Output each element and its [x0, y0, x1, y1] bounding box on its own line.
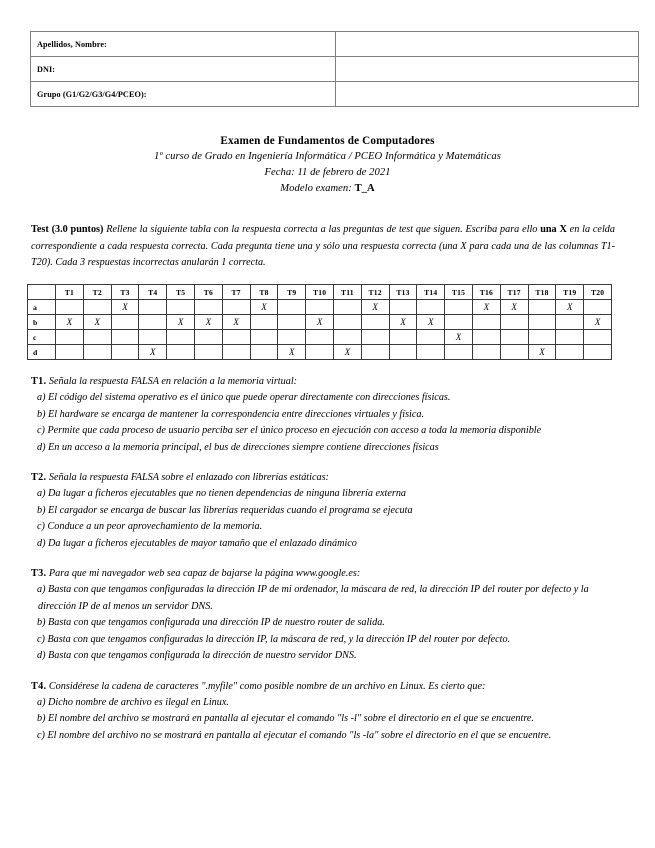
answer-cell-marked[interactable]: X — [83, 315, 111, 330]
answer-grid-row-label: c — [28, 330, 56, 345]
question-heading — [31, 679, 615, 695]
apellidos-nombre-field[interactable] — [336, 32, 639, 57]
answer-cell[interactable] — [333, 330, 361, 345]
questions-list — [31, 374, 615, 758]
answer-cell-marked[interactable]: X — [528, 345, 556, 360]
question-prompt: Considérese la cadena de caracteres ".myfile" como posible nombre de un archivo en Linux. Es cierto que: — [48, 680, 486, 692]
question-option[interactable]: c) Basta con que tengamos configuradas la dirección IP, la máscara de red, y la dirección IP del router por defecto. — [37, 633, 511, 645]
answer-grid-row-label: d — [28, 345, 56, 360]
answer-grid-column-header: T10 — [306, 285, 334, 300]
answer-cell[interactable] — [528, 315, 556, 330]
answer-cell[interactable] — [306, 345, 334, 360]
exam-model-label: Modelo examen: — [280, 183, 355, 194]
answer-cell[interactable] — [389, 300, 417, 315]
answer-cell-marked[interactable]: X — [500, 300, 528, 315]
answer-grid-row-label: a — [28, 300, 56, 315]
question-option[interactable]: d) Basta con que tengamos configurada la dirección de nuestro servidor DNS. — [37, 650, 357, 662]
question-number: T1. — [31, 376, 47, 387]
answer-grid-column-header: T17 — [500, 285, 528, 300]
question-option[interactable]: c) El nombre del archivo no se mostrará en pantalla al ejecutar el comando "ls -la" sobre el directorio en el que se encuentre. — [37, 729, 552, 741]
answer-cell[interactable] — [167, 300, 195, 315]
answer-cell[interactable] — [306, 300, 334, 315]
question-prompt: Señala la respuesta FALSA sobre el enlazado con librerías estáticas: — [48, 472, 329, 484]
answer-cell[interactable] — [56, 330, 84, 345]
answer-cell-marked[interactable]: X — [139, 345, 167, 360]
question-block — [31, 566, 615, 664]
answer-grid-body — [28, 300, 612, 360]
answer-cell[interactable] — [139, 315, 167, 330]
table-row — [31, 32, 639, 57]
answer-grid-column-header: T11 — [333, 285, 361, 300]
answer-cell[interactable] — [500, 315, 528, 330]
answer-grid-column-header: T2 — [83, 285, 111, 300]
answer-cell[interactable] — [500, 345, 528, 360]
question-option[interactable]: c) Conduce a un peor aprovechamiento de la memoria. — [37, 521, 263, 533]
question-heading — [31, 470, 615, 486]
answer-cell-marked[interactable]: X — [417, 315, 445, 330]
answer-cell[interactable] — [361, 315, 389, 330]
answer-grid-column-header: T13 — [389, 285, 417, 300]
student-info-table — [30, 31, 639, 107]
answer-cell[interactable] — [584, 330, 612, 345]
answer-grid-column-header: T6 — [194, 285, 222, 300]
answer-cell[interactable] — [306, 330, 334, 345]
exam-model-value: T_A — [354, 183, 375, 194]
answer-cell[interactable] — [56, 300, 84, 315]
answer-grid-row-label: b — [28, 315, 56, 330]
exam-model — [0, 181, 655, 197]
question-option[interactable]: a) Dicho nombre de archivo es ilegal en Linux. — [37, 696, 229, 708]
question-option[interactable]: d) En un acceso a la memoria principal, el bus de direcciones siempre contiene direcciones físicas — [37, 441, 439, 453]
answer-cell[interactable] — [83, 345, 111, 360]
answer-cell-marked[interactable]: X — [194, 315, 222, 330]
answer-cell-marked[interactable]: X — [333, 345, 361, 360]
table-row — [31, 82, 639, 107]
answer-grid[interactable] — [27, 284, 612, 360]
answer-grid-row — [28, 345, 612, 360]
question-block — [31, 374, 615, 456]
answer-cell[interactable] — [417, 330, 445, 345]
answer-cell[interactable] — [389, 345, 417, 360]
answer-grid-column-header: T12 — [361, 285, 389, 300]
answer-grid-column-header: T9 — [278, 285, 306, 300]
answer-grid-column-header: T3 — [111, 285, 139, 300]
answer-cell[interactable] — [556, 315, 584, 330]
exam-date: Fecha: 11 de febrero de 2021 — [264, 167, 391, 178]
answer-grid-column-header: T19 — [556, 285, 584, 300]
answer-cell[interactable] — [278, 300, 306, 315]
answer-cell[interactable] — [222, 345, 250, 360]
question-prompt: Señala la respuesta FALSA en relación a la memoria virtual: — [48, 376, 298, 387]
answer-grid-row — [28, 330, 612, 345]
answer-cell[interactable] — [472, 330, 500, 345]
answer-cell[interactable] — [584, 300, 612, 315]
answer-cell-marked[interactable]: X — [361, 300, 389, 315]
answer-cell[interactable] — [111, 345, 139, 360]
instructions-lead: Test (3.0 puntos) — [31, 224, 104, 235]
question-option[interactable]: a) Da lugar a ficheros ejecutables que no tienen dependencias de ninguna librería externa — [37, 488, 407, 500]
answer-cell[interactable] — [83, 330, 111, 345]
answer-cell[interactable] — [250, 315, 278, 330]
answer-cell[interactable] — [83, 300, 111, 315]
answer-cell[interactable] — [445, 315, 473, 330]
question-option[interactable]: d) Da lugar a ficheros ejecutables de mayor tamaño que el enlazado dinámico — [37, 537, 357, 549]
answer-cell-marked[interactable]: X — [167, 315, 195, 330]
answer-cell-marked[interactable]: X — [111, 300, 139, 315]
answer-grid-column-header: T4 — [139, 285, 167, 300]
answer-cell[interactable] — [556, 330, 584, 345]
answer-cell[interactable] — [472, 315, 500, 330]
answer-grid-row — [28, 300, 612, 315]
table-row — [31, 57, 639, 82]
question-block — [31, 470, 615, 552]
answer-grid-column-header: T20 — [584, 285, 612, 300]
exam-header — [0, 133, 655, 197]
answer-cell[interactable] — [194, 300, 222, 315]
answer-cell[interactable] — [222, 330, 250, 345]
answer-cell[interactable] — [472, 345, 500, 360]
instructions-text-2: en la celda correspondiente a cada respuesta correcta. Cada pregunta tiene una y sólo una respuesta correcta (una X para cada una de las columnas T1-T20). Cada 3 respuestas incorrectas anularán 1 correcta. — [31, 224, 615, 269]
answer-cell[interactable] — [139, 300, 167, 315]
answer-cell[interactable] — [111, 315, 139, 330]
answer-grid-column-header: T8 — [250, 285, 278, 300]
student-info-body — [31, 32, 639, 107]
question-option[interactable]: b) El nombre del archivo se mostrará en pantalla al ejecutar el comando "ls -l" sobre el directorio en el que se encuentre. — [37, 713, 534, 725]
question-heading — [31, 566, 615, 582]
question-option[interactable]: a) Basta con que tengamos configuradas la dirección IP de mi ordenador, la máscara de red, la dirección IP del router por defecto y la dirección IP de al menos un servidor DNS. — [37, 584, 589, 612]
answer-cell[interactable] — [361, 345, 389, 360]
dni-label: DNI: — [31, 57, 336, 82]
answer-cell[interactable] — [361, 330, 389, 345]
answer-cell[interactable] — [167, 330, 195, 345]
grupo-label: Grupo (G1/G2/G3/G4/PCEO): — [31, 82, 336, 107]
answer-cell[interactable] — [194, 330, 222, 345]
exam-course: 1º curso de Grado en Ingeniería Informática / PCEO Informática y Matemáticas — [154, 151, 501, 162]
question-number: T2. — [31, 472, 47, 484]
answer-cell-marked[interactable]: X — [306, 315, 334, 330]
answer-cell[interactable] — [528, 330, 556, 345]
question-option[interactable]: c) Permite que cada proceso de usuario perciba ser el único proceso en ejecución con acceso a toda la memoria disponible — [37, 425, 542, 437]
answer-grid-header-row — [28, 285, 612, 300]
answer-cell[interactable] — [445, 300, 473, 315]
answer-cell-marked[interactable]: X — [556, 300, 584, 315]
answer-cell[interactable] — [584, 345, 612, 360]
answer-cell[interactable] — [278, 315, 306, 330]
question-option[interactable]: b) Basta con que tengamos configurada una dirección IP de nuestro router de salida. — [37, 617, 385, 629]
answer-cell[interactable] — [333, 315, 361, 330]
exam-title: Examen de Fundamentos de Computadores — [220, 135, 435, 147]
question-prompt: Para que mi navegador web sea capaz de bajarse la página www.google.es: — [48, 568, 361, 580]
question-number: T3. — [31, 568, 47, 580]
answer-cell-marked[interactable]: X — [584, 315, 612, 330]
answer-cell[interactable] — [111, 330, 139, 345]
dni-field[interactable] — [336, 57, 639, 82]
answer-grid-column-header: T16 — [472, 285, 500, 300]
answer-cell[interactable] — [417, 300, 445, 315]
test-instructions — [31, 222, 615, 272]
answer-cell[interactable] — [222, 300, 250, 315]
answer-cell-marked[interactable]: X — [222, 315, 250, 330]
answer-grid-column-header: T5 — [167, 285, 195, 300]
question-block — [31, 679, 615, 745]
answer-cell[interactable] — [500, 330, 528, 345]
answer-cell-marked[interactable]: X — [472, 300, 500, 315]
question-option[interactable]: b) El cargador se encarga de buscar las librerías requeridas cuando el programa se ejecuta — [37, 504, 413, 516]
answer-cell[interactable] — [278, 330, 306, 345]
answer-cell[interactable] — [167, 345, 195, 360]
question-option[interactable]: b) El hardware se encarga de mantener la correspondencia entre direcciones virtuales y física. — [37, 408, 425, 420]
answer-cell[interactable] — [250, 345, 278, 360]
answer-cell-marked[interactable]: X — [56, 315, 84, 330]
answer-cell[interactable] — [139, 330, 167, 345]
answer-cell-marked[interactable]: X — [445, 330, 473, 345]
answer-grid-column-header: T7 — [222, 285, 250, 300]
answer-cell[interactable] — [389, 330, 417, 345]
answer-grid-head — [28, 285, 612, 300]
answer-cell[interactable] — [417, 345, 445, 360]
answer-cell-marked[interactable]: X — [389, 315, 417, 330]
answer-grid-column-header: T1 — [56, 285, 84, 300]
answer-cell-marked[interactable]: X — [278, 345, 306, 360]
question-option[interactable]: a) El código del sistema operativo es el único que puede operar directamente con direcciones físicas. — [37, 392, 451, 404]
answer-cell[interactable] — [333, 300, 361, 315]
answer-cell[interactable] — [445, 345, 473, 360]
answer-cell[interactable] — [556, 345, 584, 360]
answer-cell-marked[interactable]: X — [250, 300, 278, 315]
question-heading — [31, 374, 615, 390]
instructions-emphasis: una X — [540, 224, 567, 235]
answer-grid-column-header: T18 — [528, 285, 556, 300]
question-number: T4. — [31, 680, 47, 692]
answer-cell[interactable] — [56, 345, 84, 360]
answer-grid-column-header: T14 — [417, 285, 445, 300]
answer-grid-row — [28, 315, 612, 330]
answer-cell[interactable] — [194, 345, 222, 360]
apellidos-nombre-label: Apellidos, Nombre: — [31, 32, 336, 57]
instructions-text-1: Rellene la siguiente tabla con la respuesta correcta a las preguntas de test que siguen. Escriba para ello — [103, 224, 541, 235]
grupo-field[interactable] — [336, 82, 639, 107]
answer-grid-corner — [28, 285, 56, 300]
answer-grid-column-header: T15 — [445, 285, 473, 300]
answer-cell[interactable] — [250, 330, 278, 345]
answer-cell[interactable] — [528, 300, 556, 315]
